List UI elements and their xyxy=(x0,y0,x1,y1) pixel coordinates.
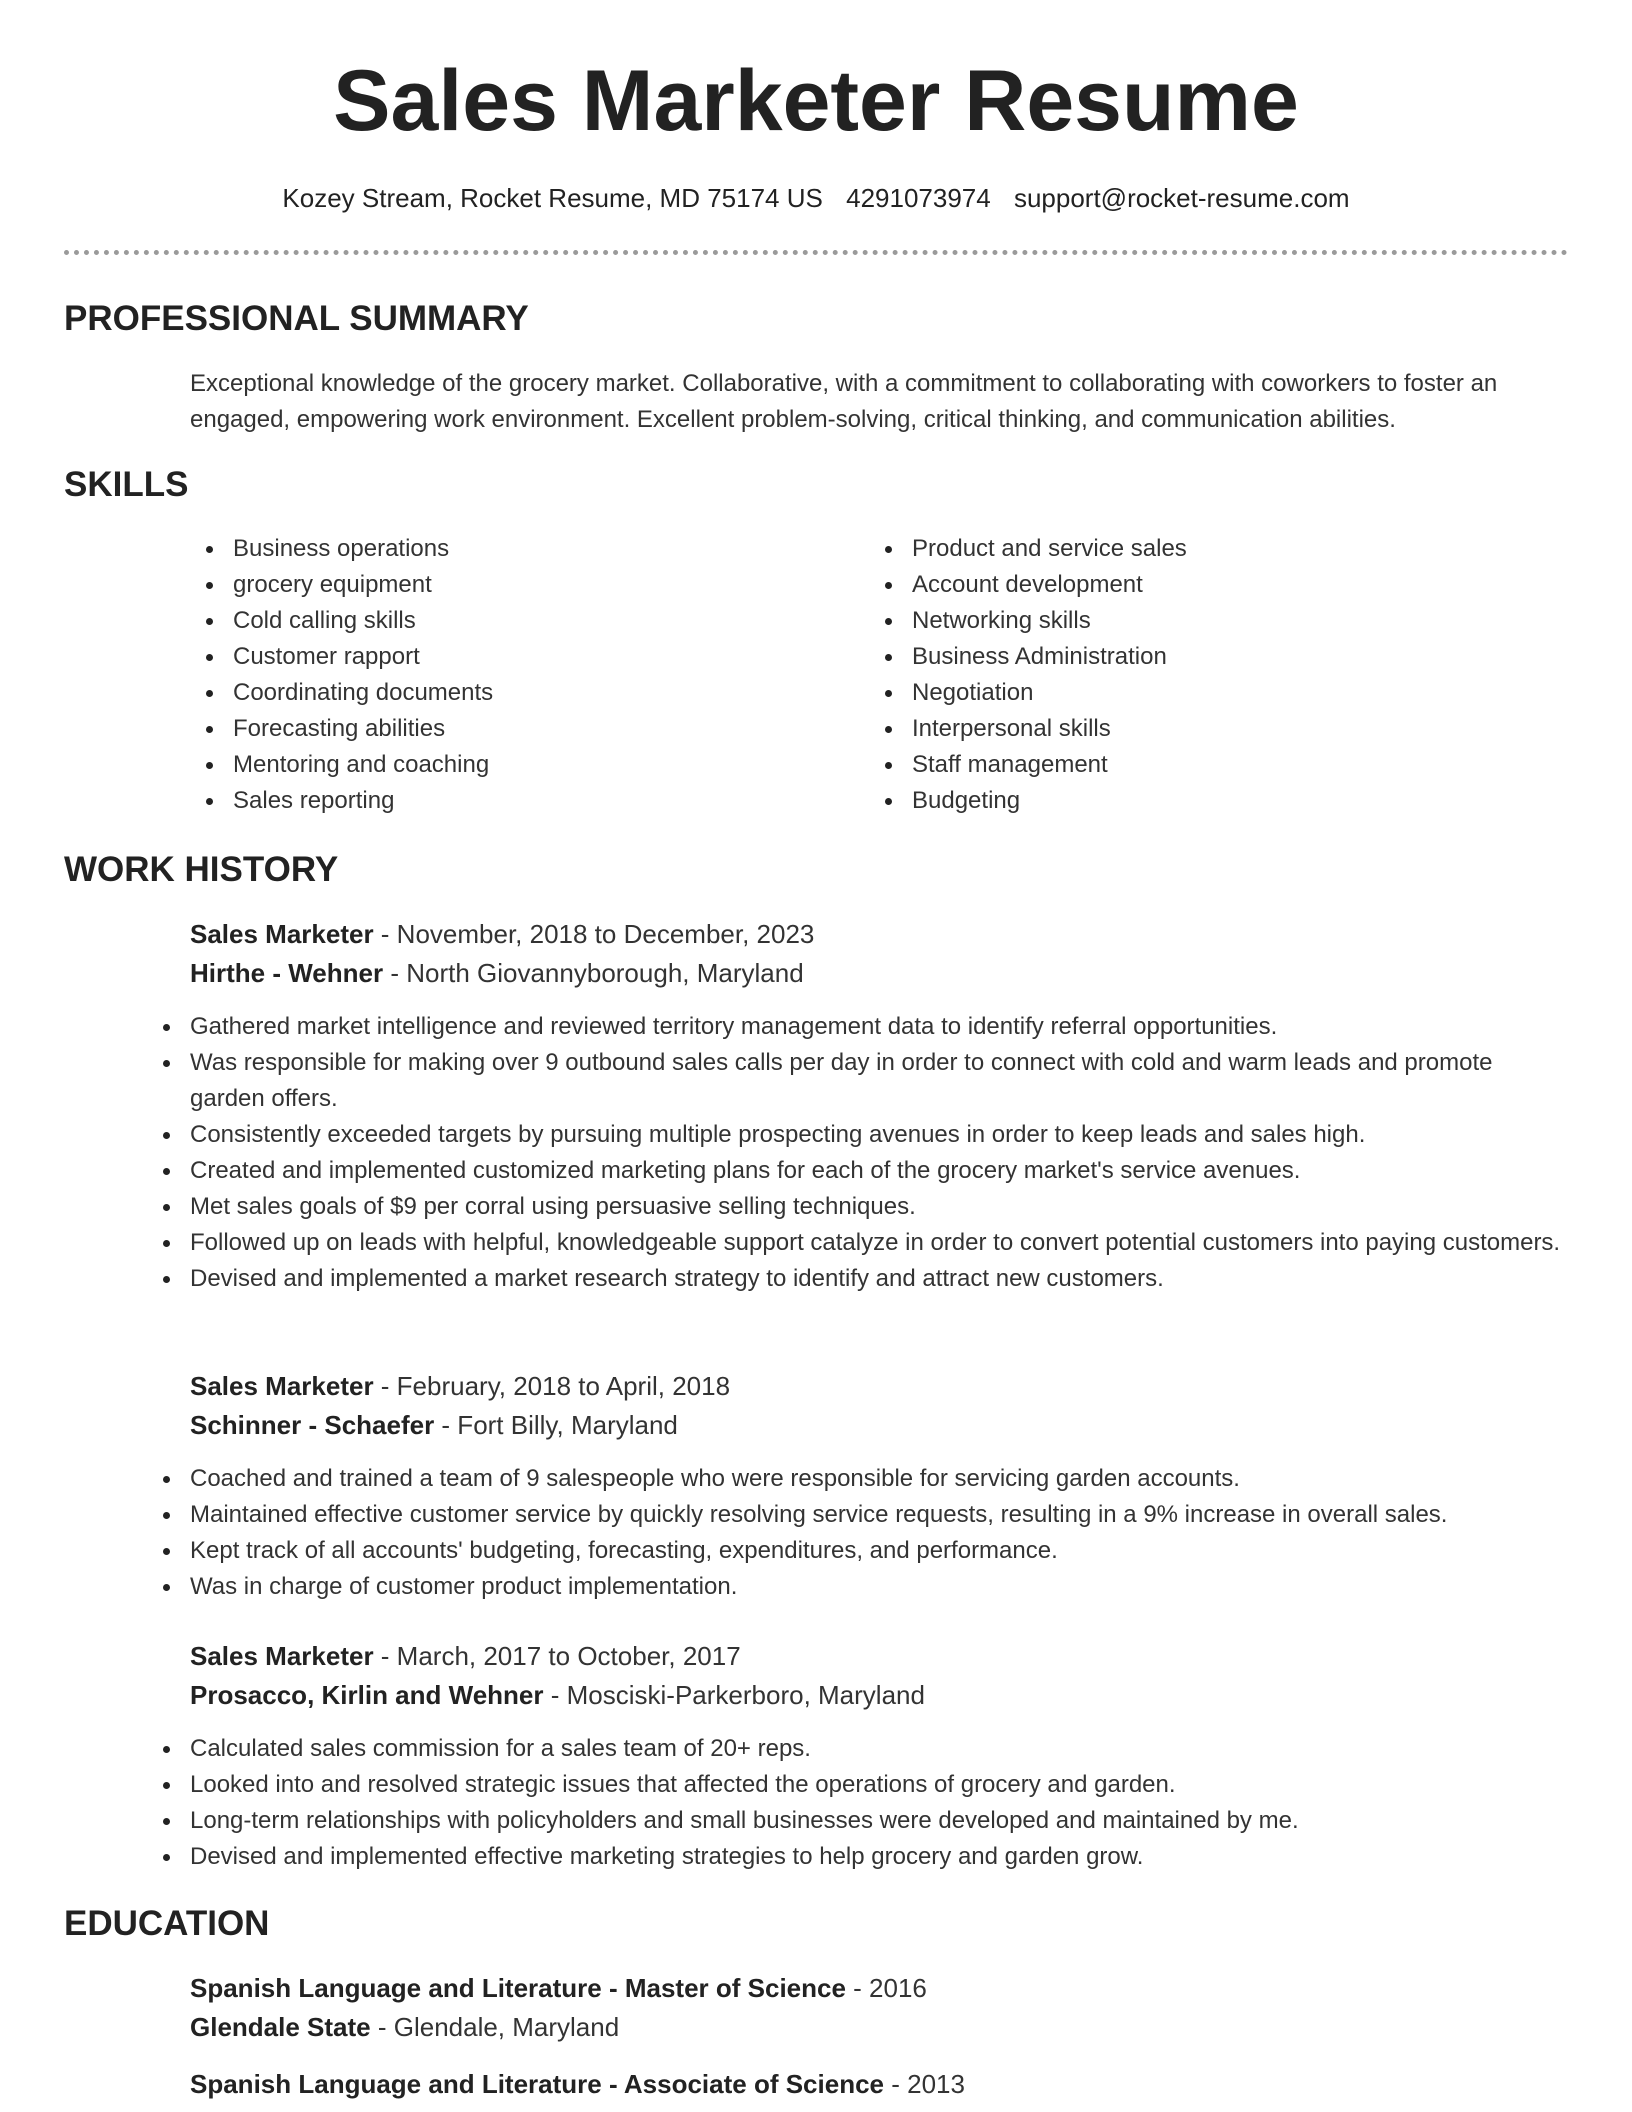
job-title-line xyxy=(190,1367,1570,1406)
job-bullet: Met sales goals of $9 per corral using persuasive selling techniques. xyxy=(147,1189,1570,1225)
job-company: Hirthe - Wehner xyxy=(190,958,384,988)
job-bullet: Calculated sales commission for a sales team of 20+ reps. xyxy=(147,1731,1570,1767)
job-bullet: Was in charge of customer product implementation. xyxy=(147,1569,1570,1605)
skill-item: Coordinating documents xyxy=(190,675,830,711)
job-bullet: Gathered market intelligence and reviewed territory management data to identify referral opportunities. xyxy=(147,1009,1570,1045)
job-title: Sales Marketer xyxy=(190,919,374,949)
job-bullet: Kept track of all accounts' budgeting, forecasting, expenditures, and performance. xyxy=(147,1533,1570,1569)
skill-item: Account development xyxy=(869,567,1509,603)
job-title-line xyxy=(190,1637,1570,1676)
skill-item: Mentoring and coaching xyxy=(190,747,830,783)
education-entry xyxy=(190,2065,1570,2104)
section-title-education: EDUCATION xyxy=(64,1904,270,1943)
education-school: Glendale State xyxy=(190,2012,371,2042)
job-title-line xyxy=(190,915,1570,954)
section-title-skills: SKILLS xyxy=(64,465,189,504)
job-bullet: Maintained effective customer service by quickly resolving service requests, resulting in a 9% increase in overall sales. xyxy=(147,1497,1570,1533)
skills-list-left xyxy=(190,531,830,819)
contact-line xyxy=(0,180,1632,216)
education-year: - 2013 xyxy=(884,2069,965,2099)
skill-item: Product and service sales xyxy=(869,531,1509,567)
education-entry xyxy=(190,1969,1570,2047)
education-location: - Glendale, Maryland xyxy=(370,2012,620,2042)
job-location: - Fort Billy, Maryland xyxy=(434,1410,678,1440)
skill-item: Customer rapport xyxy=(190,639,830,675)
job-bullets xyxy=(147,1731,1570,1875)
job-bullet: Followed up on leads with helpful, knowledgeable support catalyze in order to convert potential customers into paying customers. xyxy=(147,1225,1570,1261)
summary-text: Exceptional knowledge of the grocery market. Collaborative, with a commitment to collaborating with coworkers to foster an engaged, empowering work environment. Excellent problem-solving, critical thinking, and communication abilities. xyxy=(190,370,1498,433)
resume-title: Sales Marketer Resume xyxy=(333,53,1299,149)
job-dates: - February, 2018 to April, 2018 xyxy=(373,1371,731,1401)
skill-item: Cold calling skills xyxy=(190,603,830,639)
skill-item: grocery equipment xyxy=(190,567,830,603)
job-bullets xyxy=(147,1009,1570,1297)
job-bullet: Was responsible for making over 9 outbound sales calls per day in order to connect with cold and warm leads and promote garden offers. xyxy=(147,1045,1570,1117)
skill-item: Negotiation xyxy=(869,675,1509,711)
education-school-line xyxy=(190,2008,1570,2047)
skill-item: Business operations xyxy=(190,531,830,567)
education-degree: Spanish Language and Literature - Associate of Science xyxy=(190,2069,884,2099)
job-bullet: Long-term relationships with policyholders and small businesses were developed and maintained by me. xyxy=(147,1803,1570,1839)
education-degree: Spanish Language and Literature - Master of Science xyxy=(190,1973,846,2003)
job-title: Sales Marketer xyxy=(190,1641,374,1671)
job-entry xyxy=(190,915,1570,1297)
job-bullet: Devised and implemented effective marketing strategies to help grocery and garden grow. xyxy=(147,1839,1570,1875)
job-company: Schinner - Schaefer xyxy=(190,1410,435,1440)
contact-email: support@rocket-resume.com xyxy=(1013,183,1350,213)
skill-item: Interpersonal skills xyxy=(869,711,1509,747)
job-dates: - March, 2017 to October, 2017 xyxy=(373,1641,741,1671)
job-bullets xyxy=(147,1461,1570,1605)
skill-item: Forecasting abilities xyxy=(190,711,830,747)
job-entry xyxy=(190,1637,1570,1875)
job-entry xyxy=(190,1367,1570,1605)
job-bullet: Created and implemented customized marketing plans for each of the grocery market's service avenues. xyxy=(147,1153,1570,1189)
job-bullet: Consistently exceeded targets by pursuing multiple prospecting avenues in order to keep leads and sales high. xyxy=(147,1117,1570,1153)
skill-item: Business Administration xyxy=(869,639,1509,675)
job-company-line xyxy=(190,954,1570,993)
job-bullet: Devised and implemented a market research strategy to identify and attract new customers. xyxy=(147,1261,1570,1297)
section-title-work: WORK HISTORY xyxy=(64,850,339,889)
job-company-line xyxy=(190,1676,1570,1715)
education-year: - 2016 xyxy=(845,1973,927,2003)
job-location: - North Giovannyborough, Maryland xyxy=(383,958,804,988)
skill-item: Sales reporting xyxy=(190,783,830,819)
job-title: Sales Marketer xyxy=(190,1371,374,1401)
skill-item: Budgeting xyxy=(869,783,1509,819)
job-company: Prosacco, Kirlin and Wehner xyxy=(190,1680,544,1710)
job-location: - Mosciski-Parkerboro, Maryland xyxy=(543,1680,925,1710)
job-dates: - November, 2018 to December, 2023 xyxy=(373,919,815,949)
skill-item: Staff management xyxy=(869,747,1509,783)
header-divider xyxy=(64,250,1568,255)
job-bullet: Looked into and resolved strategic issues that affected the operations of grocery and garden. xyxy=(147,1767,1570,1803)
job-bullet: Coached and trained a team of 9 salespeople who were responsible for servicing garden accounts. xyxy=(147,1461,1570,1497)
education-degree-line xyxy=(190,1969,1570,2008)
contact-address: Kozey Stream, Rocket Resume, MD 75174 US xyxy=(282,183,823,213)
contact-phone: 4291073974 xyxy=(846,183,991,213)
job-company-line xyxy=(190,1406,1570,1445)
section-title-summary: PROFESSIONAL SUMMARY xyxy=(64,299,529,338)
education-degree-line xyxy=(190,2065,1570,2104)
skills-list-right xyxy=(869,531,1509,819)
skill-item: Networking skills xyxy=(869,603,1509,639)
